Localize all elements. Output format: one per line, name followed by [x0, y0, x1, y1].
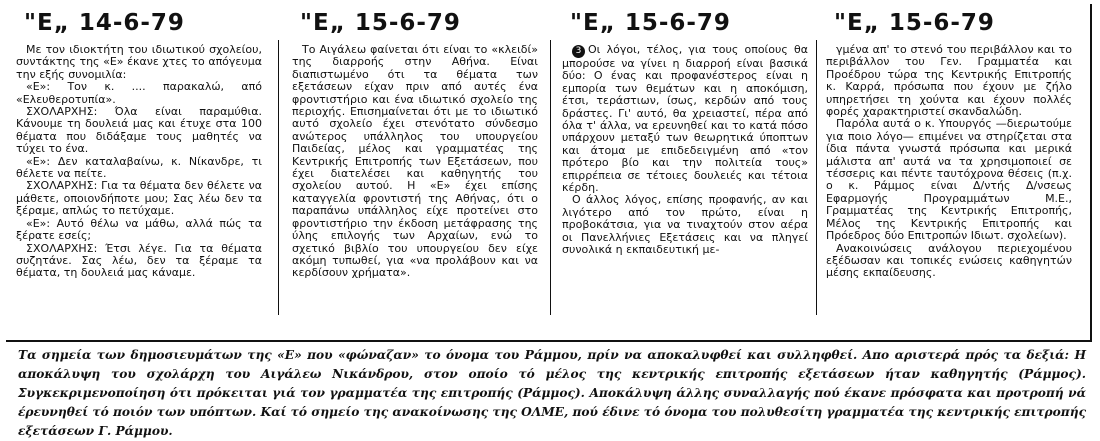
paragraph: Ανακοινώσεις ανάλογου περιεχομένου εξέδωσαν και τοπικές ενώσεις καθηγητών μέσης εκπαίδευσης. [826, 241, 1072, 280]
clipping-column-3 [562, 4, 808, 334]
paragraph [562, 44, 808, 194]
column-text [292, 44, 538, 280]
column-text [16, 44, 262, 280]
paragraph: Το Αιγάλεω φαίνεται ότι είναι το «κλειδί» της διαρροής στην Αθήνα. Είναι διαπιστωμένο ότι τα θέματα των εξετάσεων είχαν πριν από αυτές ένα φροντιστήριο και ένα ιδιωτικό σχολείο της περιοχής. Επισημαίνεται ότι με το ιδιωτικό αυτό σχολείο έχει στενότατο σύνδεσμο ανώτερος υπάλληλος του υπουργείου Παιδείας, μέλος και γραμματέας της Κεντρικής Επιτροπής των Εξετάσεων, που έχει διατελέσει και καθηγητής του σχολείου αυτού. Η «Ε» έχει επίσης καταγγελία φροντιστή της Αθήνας, ότι ο παραπάνω υπάλληλος είχε προτείνει στο φροντιστήριο την έκδοση μετάφρασης της ύλης επιλογής των Αρχαίων, ενώ το σχετικό βιβλίο του υπουργείου δεν είχε ακόμη τυπωθεί, για «να προλάβουν και να κερδίσουν χρήματα». [292, 43, 538, 280]
paragraph: ΣΧΟΛΑΡΧΗΣ: Έτσι λέγε. Για τα θέματα συζητάνε. Σας λέω, δεν τα ξέραμε τα θέματα, τη δουλειά μας κάναμε. [16, 241, 262, 280]
column-divider [550, 40, 551, 315]
paragraph: «Ε»: Δεν καταλαβαίνω, κ. Νίκανδρε, τι θέλετε να πείτε. [16, 154, 262, 181]
column-date-header: "Ε„ 15-6-79 [300, 10, 461, 36]
column-divider [816, 40, 817, 315]
paragraph: «Ε»: Τον κ. .... παρακαλώ, από «Ελευθεροτυπία». [16, 80, 262, 106]
paragraph: ΣΧΟΛΑΡΧΗΣ: Όλα είναι παραμύθια. Κάνουμε τη δουλειά μας και έτυχε στα 100 θέματα που διδάξαμε τους μαθητές να τύχει το ένα. [16, 105, 262, 156]
paragraph: ΣΧΟΛΑΡΧΗΣ: Για τα θέματα δεν θέλετε να μάθετε, οποιονδήποτε μου; Σας λέω δεν τα ξέραμε, απλώς το πετύχαμε. [16, 179, 262, 218]
column-text [826, 44, 1072, 280]
number-badge: 3 [572, 45, 585, 58]
paragraph: Με τον ιδιοκτήτη του ιδιωτικού σχολείου, συντάκτης της «Ε» έκανε χτες το απόγευμα την εξής συνομιλία: [16, 43, 262, 81]
column-text [562, 44, 808, 257]
paragraph: γμένα απ' το στενό του περιβάλλον και το περιβάλλον του Γεν. Γραμματέα και Προέδρου τώρα της Κεντρικής Επιτροπής κ. Καρρά, πρόσωπα που έχουν με ζήλο υπηρετήσει τη χούντα και έχουν πολλές φορές χαρακτηριστεί σκανδαλώδη. [826, 43, 1072, 119]
column-date-header: "Ε„ 14-6-79 [24, 10, 185, 36]
column-date-header: "Ε„ 15-6-79 [570, 10, 731, 36]
image-caption: Τα σημεία των δημοσιευμάτων της «Ε» που «φώναζαν» το όνομα του Ράμμου, πρίν να αποκαλυφθεί και συλληφθεί. Απο αριστερά πρός τα δεξιά: Η αποκάλυψη του σχολάρχη του Αιγάλεω Νικάνδρου, στον οποίο τό μέλος της κεντρικής επιτροπής εξετάσεων ήταν καθηγητής (Ράμμος). Συγκεκριμενοποίηση ότι πρόκειται γιά τον γραμματέα της επιτροπής (Ράμμος). Αποκάλυψη άλλης συναλλαγής πού έκανε πρόσφατα και προτροπή νά έρευνηθεί τό ποιόν των υπόπτων. Καί τό σημείο της ανακοίνωσης της ΟΛΜΕ, πού έδινε τό όνομα του πολυθεσίτη γραμματέα της κεντρικής επιτροπής εξετάσεων Γ. Ράμμου. [18, 348, 1086, 438]
clipping-column-4 [826, 4, 1072, 334]
column-date-header: "Ε„ 15-6-79 [834, 10, 995, 36]
clipping-column-2 [292, 4, 538, 334]
paragraph: Ο άλλος λόγος, επίσης προφανής, αν και λιγότερο από τον πρώτο, είναι η προβοκάτσια, για να τιναχτούν στον αέρα οι Πανελλήνιες Εξετάσεις και να πληγεί συνολικά η εκπαιδευτική με- [562, 193, 808, 257]
newspaper-clippings [6, 4, 1092, 342]
paragraph: Παρόλα αυτά ο κ. Υπουργός —διερωτούμε για ποιο λόγο— επιμένει να στηρίζεται στα ίδια πάντα γνωστά πρόσωπα και μερικά μάλιστα απ' αυτά να τα χρησιμοποιεί σε τέσσερις και πέντε ταυτόχρονα θέσεις (π.χ. ο κ. Ράμμος είναι Δ/ντής Δ/νσεως Εφαρμογής Προγραμμάτων Μ.Ε., Γραμματέας της Κεντρικής Επιτροπής, Μέλος της Κεντρικής Επιτροπής και Πρόεδρος δύο Επιτροπών Ιδιωτ. σχολείων). [826, 117, 1072, 243]
column-divider [278, 40, 279, 315]
paragraph-text: Οι λόγοι, τέλος, για τους οποίους θα μπορούσε να γίνει η διαρροή είναι βασικά δύο: Ο ένας και προφανέστερος είναι η εμπορία των θεμάτων και η αποκόμιση, έτσι, τεράστιων, ίσως, κερδών από τους δράστες. Γι' αυτό, θα χρειαστεί, πέρα από όλα τ' άλλα, να ερευνηθεί και το κατά πόσο υπάρχουν μεταξύ των θεωρητικά ύποπτων και άτομα με επιδεδειγμένη από «τον πρότερο βίο και την πολιτεία τους» επιρρέπεια σε τέτοιες δουλειές και τέτοια κέρδη. [562, 43, 808, 195]
clipping-column-1 [16, 4, 262, 334]
paragraph: «Ε»: Αυτό θέλω να μάθω, αλλά πώς τα ξέρατε εσείς; [16, 216, 262, 243]
